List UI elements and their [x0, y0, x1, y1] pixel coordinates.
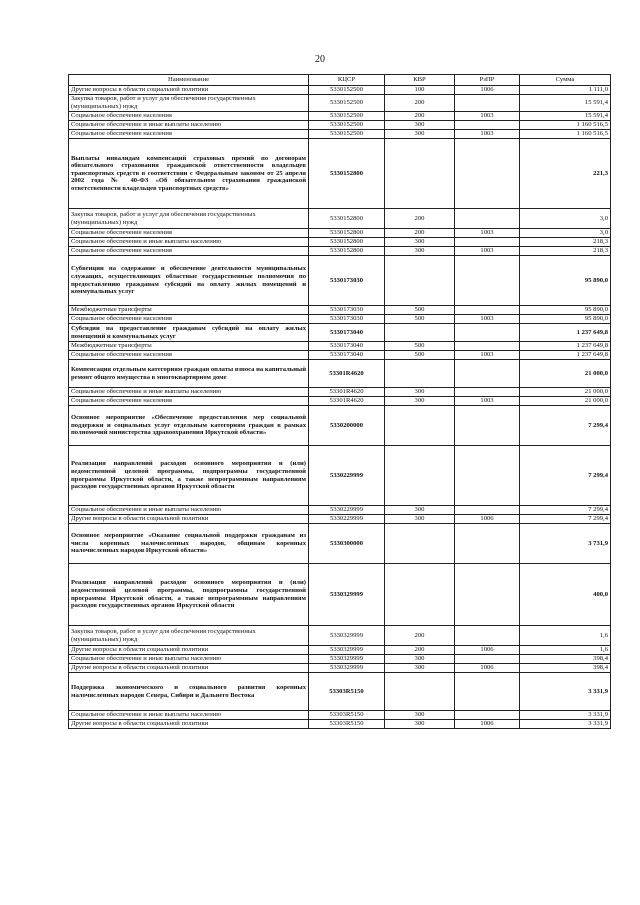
table-row — [69, 646, 611, 655]
row-kvr-cell: 500 — [385, 306, 455, 315]
row-sum-cell: 7 299,4 — [520, 446, 611, 506]
row-name-cell: Поддержка экономического и социального развития коренных малочисленных народов Севера, Сибири и Дальнего Востока — [69, 673, 309, 711]
row-name-cell: Межбюджетные трансферты — [69, 342, 309, 351]
row-kcsr-cell: 5330229999 — [309, 506, 385, 515]
row-sum-cell: 221,3 — [520, 139, 611, 209]
row-name-cell: Субвенции на содержание и обеспечение деятельности муниципальных служащих, осуществляющих областные государственные полномочия по предоставлению гражданам субсидий на оплату жилых помещений и коммунальных услуг — [69, 256, 309, 306]
row-kvr-cell: 300 — [385, 515, 455, 524]
row-rzpr-cell — [455, 626, 520, 646]
row-sum-cell: 15 591,4 — [520, 95, 611, 112]
table-row — [69, 209, 611, 229]
row-kcsr-cell: 5330173030 — [309, 315, 385, 324]
table-row — [69, 256, 611, 306]
table-body — [69, 86, 611, 729]
page-number: 20 — [315, 54, 325, 65]
table-row — [69, 229, 611, 238]
table-row — [69, 673, 611, 711]
row-kvr-cell: 300 — [385, 711, 455, 720]
row-rzpr-cell: 1003 — [455, 397, 520, 406]
row-sum-cell: 1 160 516,5 — [520, 130, 611, 139]
row-name-cell: Социальное обеспечение населения — [69, 112, 309, 121]
row-sum-cell: 3 731,9 — [520, 524, 611, 564]
row-kcsr-cell: 5330152800 — [309, 139, 385, 209]
row-name-cell: Социальное обеспечение и иные выплаты населению — [69, 388, 309, 397]
row-rzpr-cell — [455, 139, 520, 209]
row-sum-cell: 1 237 649,8 — [520, 324, 611, 342]
row-sum-cell: 21 000,0 — [520, 388, 611, 397]
table-row — [69, 406, 611, 446]
row-kcsr-cell: 53301R4620 — [309, 360, 385, 388]
row-kvr-cell: 300 — [385, 130, 455, 139]
row-rzpr-cell: 1006 — [455, 515, 520, 524]
row-kvr-cell — [385, 256, 455, 306]
row-sum-cell: 7 299,4 — [520, 515, 611, 524]
row-rzpr-cell: 1006 — [455, 86, 520, 95]
table-row — [69, 238, 611, 247]
row-kcsr-cell: 5330329999 — [309, 655, 385, 664]
header-rzpr: РзПР — [455, 75, 520, 86]
row-kcsr-cell: 5330329999 — [309, 626, 385, 646]
row-kcsr-cell: 5330300000 — [309, 524, 385, 564]
row-kvr-cell: 200 — [385, 112, 455, 121]
table-row — [69, 324, 611, 342]
row-name-cell: Основное мероприятие «Обеспечение предоставления мер социальной поддержки и социальных услуг отдельным категориям граждан в рамках полномочий министерства здравоохранения Иркутской области» — [69, 406, 309, 446]
row-sum-cell: 400,0 — [520, 564, 611, 626]
row-sum-cell: 398,4 — [520, 664, 611, 673]
row-kcsr-cell: 5330152800 — [309, 247, 385, 256]
row-rzpr-cell — [455, 95, 520, 112]
row-kvr-cell: 300 — [385, 247, 455, 256]
table-row — [69, 664, 611, 673]
header-name: Наименование — [69, 75, 309, 86]
row-rzpr-cell: 1003 — [455, 247, 520, 256]
row-sum-cell: 1 160 516,5 — [520, 121, 611, 130]
row-kcsr-cell: 5330173040 — [309, 342, 385, 351]
row-kcsr-cell: 5330173040 — [309, 324, 385, 342]
row-sum-cell: 3 331,9 — [520, 673, 611, 711]
row-name-cell: Реализация направлений расходов основного мероприятия и (или) ведомственной целевой программы, подпрограммы государственной программы Иркутской области, а также непрограммным направлениям расходов государственных органов Иркутской области — [69, 564, 309, 626]
row-kvr-cell: 300 — [385, 655, 455, 664]
row-name-cell: Субсидии на предоставление гражданам субсидий на оплату жилых помещений и коммунальных услуг — [69, 324, 309, 342]
row-kvr-cell: 200 — [385, 95, 455, 112]
table-row — [69, 351, 611, 360]
row-kvr-cell — [385, 324, 455, 342]
row-sum-cell: 1,6 — [520, 646, 611, 655]
row-kcsr-cell: 5330329999 — [309, 646, 385, 655]
row-kvr-cell: 500 — [385, 315, 455, 324]
row-name-cell: Межбюджетные трансферты — [69, 306, 309, 315]
row-sum-cell: 3,0 — [520, 209, 611, 229]
table-row — [69, 524, 611, 564]
row-kcsr-cell: 5330152800 — [309, 229, 385, 238]
row-name-cell: Социальное обеспечение и иные выплаты населению — [69, 655, 309, 664]
row-sum-cell: 1 111,0 — [520, 86, 611, 95]
row-sum-cell: 3 331,9 — [520, 711, 611, 720]
row-rzpr-cell: 1003 — [455, 229, 520, 238]
row-kcsr-cell: 53301R4620 — [309, 397, 385, 406]
row-name-cell: Социальное обеспечение населения — [69, 397, 309, 406]
table-row — [69, 306, 611, 315]
row-name-cell: Социальное обеспечение населения — [69, 351, 309, 360]
row-name-cell: Другие вопросы в области социальной политики — [69, 664, 309, 673]
row-kcsr-cell: 5330152500 — [309, 121, 385, 130]
row-rzpr-cell — [455, 360, 520, 388]
row-kcsr-cell: 5330173030 — [309, 306, 385, 315]
row-rzpr-cell: 1003 — [455, 112, 520, 121]
row-kvr-cell: 200 — [385, 646, 455, 655]
header-kvr: КВР — [385, 75, 455, 86]
row-rzpr-cell — [455, 209, 520, 229]
row-kvr-cell — [385, 360, 455, 388]
row-name-cell: Реализация направлений расходов основного мероприятия и (или) ведомственной целевой программы, подпрограммы государственной программы Иркутской области, а также непрограммным направлениям расходов государственных органов Иркутской области — [69, 446, 309, 506]
row-rzpr-cell: 1006 — [455, 646, 520, 655]
row-kvr-cell — [385, 139, 455, 209]
budget-table — [68, 74, 611, 729]
row-sum-cell: 21 000,0 — [520, 397, 611, 406]
row-rzpr-cell — [455, 238, 520, 247]
row-kcsr-cell: 5330229999 — [309, 515, 385, 524]
table-row — [69, 112, 611, 121]
row-kcsr-cell: 5330152500 — [309, 112, 385, 121]
row-kvr-cell: 500 — [385, 351, 455, 360]
row-sum-cell: 398,4 — [520, 655, 611, 664]
row-sum-cell: 1,6 — [520, 626, 611, 646]
row-kcsr-cell: 5330152500 — [309, 130, 385, 139]
row-sum-cell: 218,3 — [520, 247, 611, 256]
row-rzpr-cell — [455, 324, 520, 342]
table-row — [69, 315, 611, 324]
row-rzpr-cell: 1003 — [455, 351, 520, 360]
row-kvr-cell: 300 — [385, 397, 455, 406]
row-sum-cell: 95 890,0 — [520, 315, 611, 324]
row-kvr-cell: 300 — [385, 121, 455, 130]
row-rzpr-cell — [455, 655, 520, 664]
row-sum-cell: 7 299,4 — [520, 506, 611, 515]
table-row — [69, 397, 611, 406]
row-kcsr-cell: 53303R5150 — [309, 720, 385, 729]
row-kcsr-cell: 5330329999 — [309, 664, 385, 673]
table-row — [69, 139, 611, 209]
row-rzpr-cell — [455, 306, 520, 315]
row-rzpr-cell — [455, 506, 520, 515]
row-name-cell: Социальное обеспечение и иные выплаты населению — [69, 506, 309, 515]
row-kvr-cell: 200 — [385, 229, 455, 238]
row-sum-cell: 21 000,0 — [520, 360, 611, 388]
table-row — [69, 130, 611, 139]
row-name-cell: Закупка товаров, работ и услуг для обеспечения государственных (муниципальных) нужд — [69, 626, 309, 646]
row-sum-cell: 3,0 — [520, 229, 611, 238]
table-row — [69, 86, 611, 95]
row-name-cell: Выплаты инвалидам компенсаций страховых премий по договорам обязательного страхования гражданской ответственности владельцев транспортных средств в соответствии с Федеральным законом от 25 апреля 2002 года № 40-ФЗ «Об обязательном страховании гражданской ответственности владельцев транспортных средств» — [69, 139, 309, 209]
row-name-cell: Другие вопросы в области социальной политики — [69, 86, 309, 95]
row-kcsr-cell: 5330329999 — [309, 564, 385, 626]
row-kcsr-cell: 5330173030 — [309, 256, 385, 306]
row-sum-cell: 95 890,0 — [520, 256, 611, 306]
row-sum-cell: 3 331,9 — [520, 720, 611, 729]
row-rzpr-cell — [455, 121, 520, 130]
row-sum-cell: 1 237 649,8 — [520, 351, 611, 360]
row-kvr-cell: 200 — [385, 626, 455, 646]
row-kcsr-cell: 5330173040 — [309, 351, 385, 360]
row-sum-cell: 15 591,4 — [520, 112, 611, 121]
row-kvr-cell — [385, 406, 455, 446]
row-kcsr-cell: 5330152500 — [309, 95, 385, 112]
row-kcsr-cell: 5330152800 — [309, 209, 385, 229]
row-rzpr-cell — [455, 524, 520, 564]
row-rzpr-cell — [455, 256, 520, 306]
row-kcsr-cell: 53303R5150 — [309, 673, 385, 711]
row-kvr-cell: 300 — [385, 238, 455, 247]
table-row — [69, 342, 611, 351]
table-row — [69, 711, 611, 720]
table-row — [69, 720, 611, 729]
row-name-cell: Социальное обеспечение населения — [69, 229, 309, 238]
row-name-cell: Компенсация отдельным категориям граждан оплаты взноса на капитальный ремонт общего имущества в многоквартирном доме — [69, 360, 309, 388]
row-name-cell: Социальное обеспечение населения — [69, 315, 309, 324]
row-kvr-cell: 300 — [385, 388, 455, 397]
row-name-cell: Социальное обеспечение и иные выплаты населению — [69, 121, 309, 130]
row-name-cell: Социальное обеспечение и иные выплаты населению — [69, 238, 309, 247]
row-kcsr-cell: 5330200000 — [309, 406, 385, 446]
row-kvr-cell: 300 — [385, 664, 455, 673]
row-name-cell: Закупка товаров, работ и услуг для обеспечения государственных (муниципальных) нужд — [69, 95, 309, 112]
row-rzpr-cell — [455, 673, 520, 711]
table-row — [69, 388, 611, 397]
row-sum-cell: 95 890,0 — [520, 306, 611, 315]
row-kvr-cell — [385, 673, 455, 711]
row-rzpr-cell — [455, 711, 520, 720]
table-row — [69, 626, 611, 646]
row-name-cell: Социальное обеспечение населения — [69, 130, 309, 139]
row-kcsr-cell: 5330152800 — [309, 238, 385, 247]
row-kcsr-cell: 5330152500 — [309, 86, 385, 95]
table-row — [69, 515, 611, 524]
table-row — [69, 655, 611, 664]
row-kcsr-cell: 53303R5150 — [309, 711, 385, 720]
row-kvr-cell: 200 — [385, 209, 455, 229]
row-name-cell: Закупка товаров, работ и услуг для обеспечения государственных (муниципальных) нужд — [69, 209, 309, 229]
row-name-cell: Другие вопросы в области социальной политики — [69, 720, 309, 729]
row-rzpr-cell — [455, 406, 520, 446]
row-kcsr-cell: 5330229999 — [309, 446, 385, 506]
table-row — [69, 506, 611, 515]
table-row — [69, 446, 611, 506]
row-kvr-cell: 300 — [385, 506, 455, 515]
row-kvr-cell: 100 — [385, 86, 455, 95]
header-sum: Сумма — [520, 75, 611, 86]
row-name-cell: Основное мероприятие «Оказание социальной поддержки гражданам из числа коренных малочисленных народов, общинам коренных малочисленных народов Иркутской области» — [69, 524, 309, 564]
row-name-cell: Другие вопросы в области социальной политики — [69, 515, 309, 524]
table-row — [69, 121, 611, 130]
row-name-cell: Социальное обеспечение населения — [69, 247, 309, 256]
row-rzpr-cell — [455, 564, 520, 626]
row-kvr-cell — [385, 446, 455, 506]
table-row — [69, 360, 611, 388]
row-sum-cell: 218,3 — [520, 238, 611, 247]
table-row — [69, 247, 611, 256]
row-rzpr-cell: 1006 — [455, 664, 520, 673]
row-rzpr-cell — [455, 388, 520, 397]
row-rzpr-cell: 1003 — [455, 130, 520, 139]
table-header-row — [69, 75, 611, 86]
header-kcsr: КЦСР — [309, 75, 385, 86]
row-rzpr-cell: 1006 — [455, 720, 520, 729]
row-sum-cell: 7 299,4 — [520, 406, 611, 446]
row-sum-cell: 1 237 649,8 — [520, 342, 611, 351]
row-kvr-cell — [385, 524, 455, 564]
row-name-cell: Социальное обеспечение и иные выплаты населению — [69, 711, 309, 720]
table-row — [69, 95, 611, 112]
table-row — [69, 564, 611, 626]
row-kvr-cell: 300 — [385, 720, 455, 729]
row-rzpr-cell: 1003 — [455, 315, 520, 324]
row-kvr-cell: 500 — [385, 342, 455, 351]
row-kcsr-cell: 53301R4620 — [309, 388, 385, 397]
row-kvr-cell — [385, 564, 455, 626]
row-rzpr-cell — [455, 446, 520, 506]
row-rzpr-cell — [455, 342, 520, 351]
row-name-cell: Другие вопросы в области социальной политики — [69, 646, 309, 655]
